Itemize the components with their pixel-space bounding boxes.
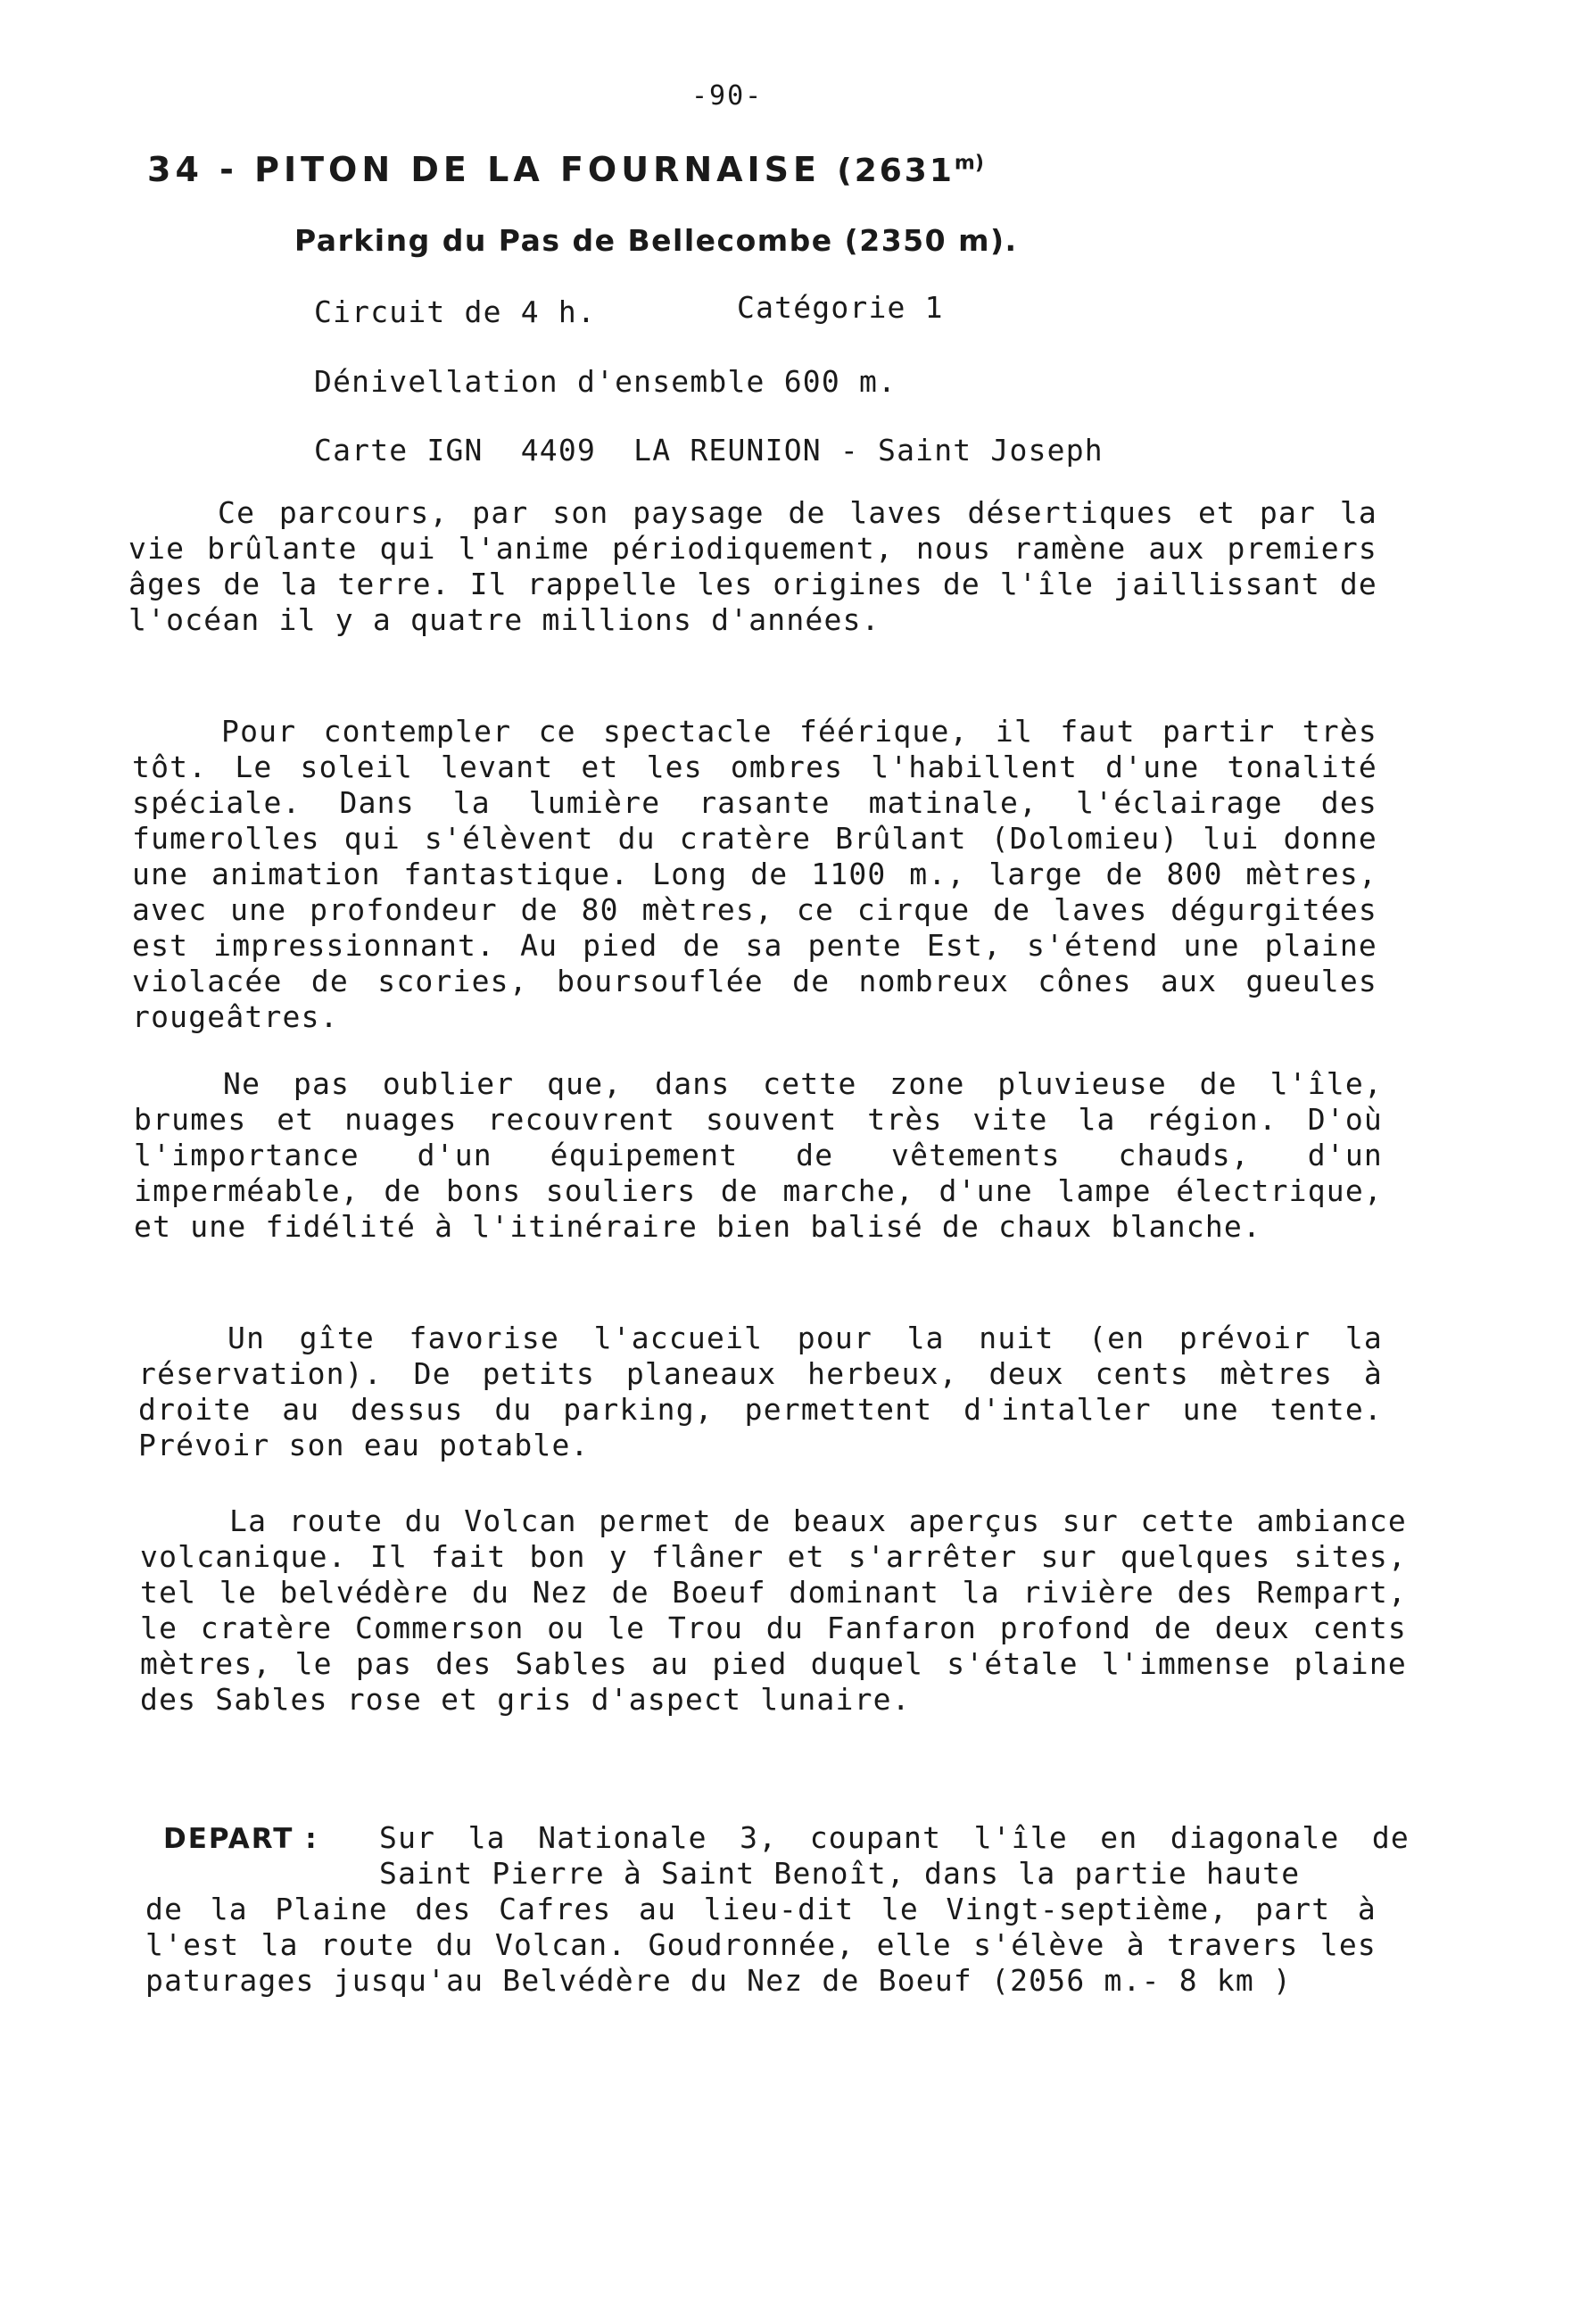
paragraph-lodging: Un gîte favorise l'accueil pour la nuit (en prévoir la réservation). De petits planeaux herbeux, deux cents mètres à droite au dessus du parking, permettent d'intaller une tente. Prévoir son eau potable.: [138, 1321, 1383, 1462]
section-title: - PITON DE LA FOURNAISE: [219, 150, 822, 189]
depart-label: DEPART :: [163, 1823, 318, 1855]
paragraph-equipment: Ne pas oublier que, dans cette zone pluvieuse de l'île, brumes et nuages recouvrent souvent très vite la région. D'où l'importance d'un équipement de vêtements chauds, d'un imperméable, de bons souliers de marche, d'une lampe électrique, et une fidélité à l'itinéraire bien balisé de chaux blanche.: [134, 1066, 1383, 1244]
summit-altitude: (2631: [837, 153, 955, 189]
depart-first-lines: Sur la Nationale 3, coupant l'île en diagonale de Saint Pierre à Saint Benoît, dans la partie haute: [379, 1820, 1410, 1891]
elevation-gain: Dénivellation d'ensemble 600 m.: [314, 364, 897, 399]
depart-text: de la Plaine des Cafres au lieu-dit le Vingt-septième, part à l'est la route du Volcan. Goudronnée, elle s'élève à travers les paturages jusqu'au Belvédère du Nez de Boeuf (2056 m.- 8 km ): [145, 1892, 1377, 1998]
map-reference: Carte IGN 4409 LA REUNION - Saint Joseph: [314, 433, 1104, 468]
paragraph-road: La route du Volcan permet de beaux aperçus sur cette ambiance volcanique. Il fait bon y flâner et s'arrêter sur quelques sites, tel le belvédère du Nez de Boeuf dominant la rivière des Rempart, le cratère Commerson ou le Trou du Fanfaron profond de deux cents mètres, le pas des Sables au pied duquel s'étale l'immense plaine des Sables rose et gris d'aspect lunaire.: [140, 1503, 1407, 1717]
paragraph-spectacle: Pour contempler ce spectacle féérique, il faut partir très tôt. Le soleil levant et les ombres l'habillent d'une tonalité spéciale. Dans la lumière rasante matinale, l'éclairage des fumerolles qui s'élèvent du cratère Brûlant (Dolomieu) lui donne une animation fantastique. Long de 1100 m., large de 800 mètres, avec une profondeur de 80 mètres, ce cirque de laves dégurgitées est impressionnant. Au pied de sa pente Est, s'étend une plaine violacée de scories, boursouflée de nombreux cônes aux gueules rougeâtres.: [132, 714, 1377, 1034]
section-number: 34: [147, 150, 203, 189]
parking-info: Parking du Pas de Bellecombe (2350 m).: [294, 223, 1018, 258]
circuit-duration: Circuit de 4 h.: [314, 294, 597, 329]
section-heading: [147, 150, 1414, 189]
difficulty-category: Catégorie 1: [737, 290, 944, 325]
paragraph-intro: Ce parcours, par son paysage de laves désertiques et par la vie brûlante qui l'anime périodiquement, nous ramène aux premiers âges de la terre. Il rappelle les origines de l'île jaillissant de l'océan il y a quatre millions d'années.: [128, 495, 1377, 637]
page-number: -90-: [691, 80, 764, 112]
altitude-unit: m): [954, 152, 984, 175]
